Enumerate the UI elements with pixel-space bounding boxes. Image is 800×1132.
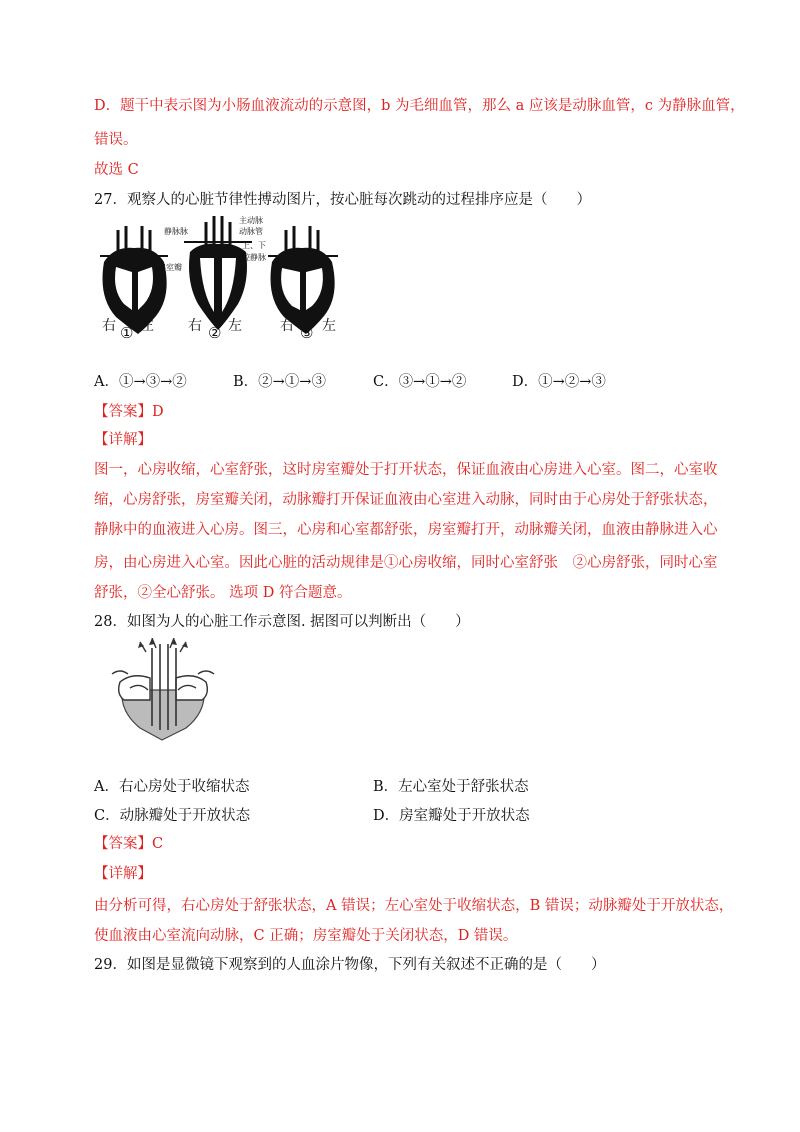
q27-detail-line-1: 图一，心房收缩，心室舒张，这时房室瓣处于打开状态，保证血液由心房进入心室。图二，心室收 <box>94 462 718 478</box>
q28-stem: 28．如图为人的心脏工作示意图. 据图可以判断出（ ） <box>94 614 470 630</box>
panel1-number: ① <box>120 324 134 342</box>
label-pulmonary-vein: 静脉脉 <box>164 227 188 236</box>
panel2-right-label: 右 <box>188 318 202 334</box>
q28-option-c[interactable]: C．动脉瓣处于开放状态 <box>94 808 251 824</box>
q26-option-d-line1: D．题干中表示图为小肠血液流动的示意图，b 为毛细血管，那么 a 应该是动脉血管，c 为静脉血管， <box>94 98 745 114</box>
q28-option-d[interactable]: D．房室瓣处于开放状态 <box>373 808 530 824</box>
q28-detail-line-2: 使血液由心室流向动脉，C 正确；房室瓣处于关闭状态，D 错误。 <box>94 928 518 944</box>
q27-detail-label: 【详解】 <box>94 432 152 448</box>
label-pulmonary-artery: 动脉管 <box>239 227 263 236</box>
heart-cycle-figure <box>94 212 344 346</box>
panel3-number: ③ <box>300 324 314 342</box>
panel2-number: ② <box>208 324 222 342</box>
panel1-right-label: 右 <box>102 318 116 334</box>
q27-detail-line-4: 房，由心房进入心室。因此心脏的活动规律是①心房收缩，同时心室舒张 ②心房舒张，同时心室 <box>94 555 718 571</box>
q28-option-a[interactable]: A．右心房处于收缩状态 <box>94 779 250 795</box>
q26-conclusion: 故选 C <box>94 162 139 178</box>
q27-stem: 27．观察人的心脏节律性搏动图片，按心脏每次跳动的过程排序应是（ ） <box>94 192 591 208</box>
label-vena-cava: 上、下 <box>242 241 266 250</box>
label-aorta: 主动脉 <box>239 216 263 225</box>
q27-option-c[interactable]: C．③→①→② <box>373 374 467 390</box>
panel1-left-label: 左 <box>140 318 154 334</box>
panel3-left-label: 左 <box>322 318 336 334</box>
q26-option-d-line2: 错误。 <box>94 132 138 148</box>
q27-answer: 【答案】D <box>94 404 164 420</box>
q27-option-a[interactable]: A．①→③→② <box>94 374 187 390</box>
q28-option-b[interactable]: B．左心室处于舒张状态 <box>373 779 529 795</box>
q28-answer: 【答案】C <box>94 836 164 852</box>
q28-detail-line-1: 由分析可得，右心房处于舒张状态，A 错误；左心室处于收缩状态，B 错误；动脉瓣处于开放状态， <box>94 898 734 914</box>
heart-panel-2 <box>164 215 266 330</box>
q28-detail-label: 【详解】 <box>94 866 152 882</box>
panel3-right-label: 右 <box>280 318 294 334</box>
q29-stem: 29．如图是显微镜下观察到的人血涂片物像，下列有关叙述不正确的是（ ） <box>94 957 606 973</box>
q27-option-d[interactable]: D．①→②→③ <box>512 374 606 390</box>
q27-detail-line-5: 舒张，②全心舒张。 选项 D 符合题意。 <box>94 585 352 601</box>
heart-working-figure <box>110 638 216 742</box>
q27-detail-line-2: 缩，心房舒张，房室瓣关闭，动脉瓣打开保证血液由心室进入动脉，同时由于心房处于舒张状态， <box>94 492 718 508</box>
label-vena-cava-2: 腔静脉 <box>242 253 266 262</box>
q27-detail-line-3: 静脉中的血液进入心房。图三，心房和心室都舒张，房室瓣打开，动脉瓣关闭，血液由静脉进入心 <box>94 522 718 538</box>
q27-option-b[interactable]: B．②→①→③ <box>233 374 326 390</box>
label-atrium: 房室瓣 <box>158 263 182 272</box>
panel2-left-label: 左 <box>228 318 242 334</box>
